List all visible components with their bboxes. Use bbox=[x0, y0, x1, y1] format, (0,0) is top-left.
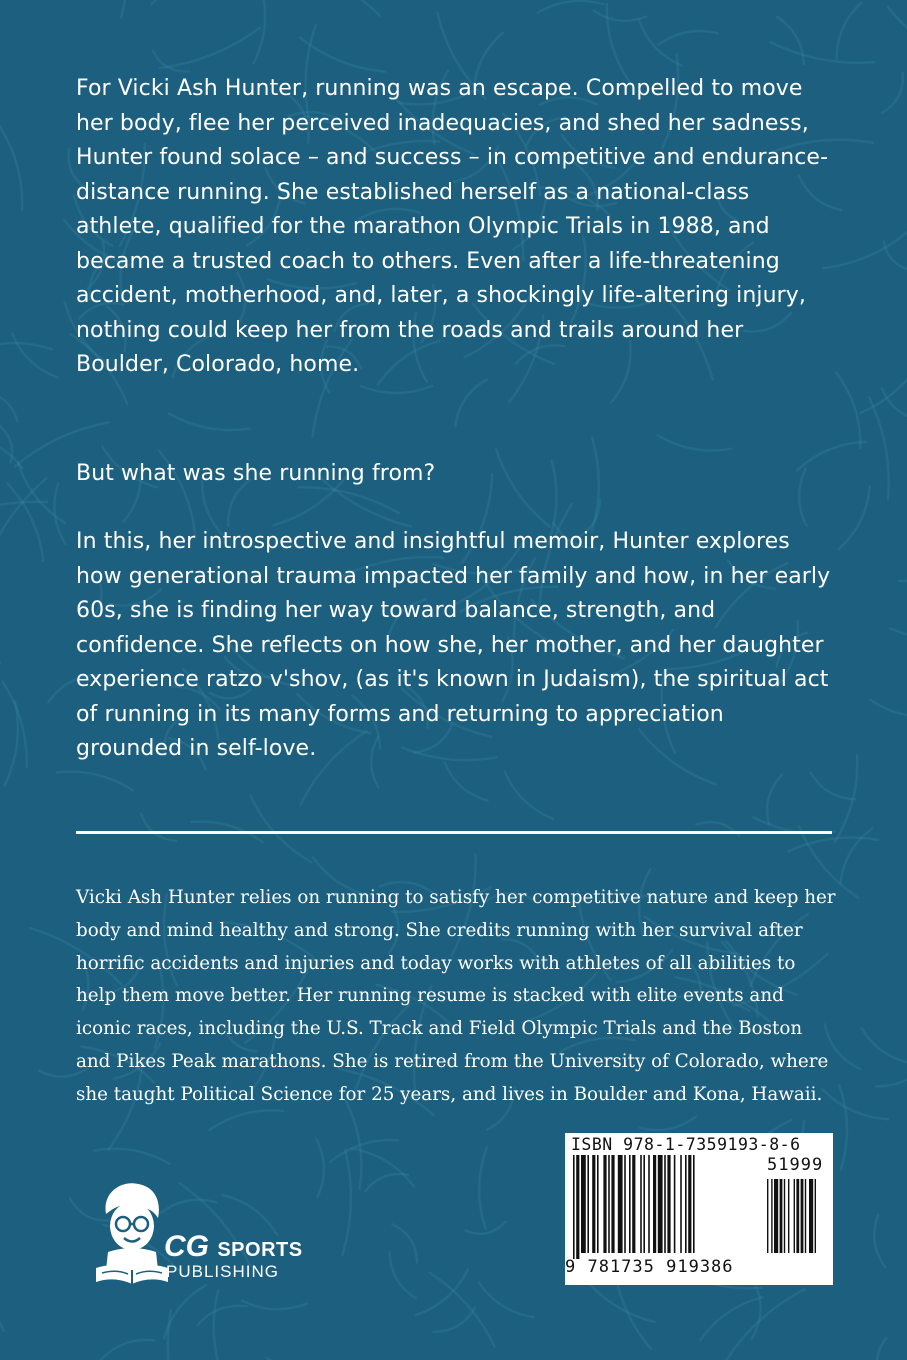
price-code: 51999 bbox=[767, 1155, 824, 1175]
publisher-initials: CG bbox=[164, 1230, 209, 1263]
blurb-paragraph-1: For Vicki Ash Hunter, running was an escape. Compelled to move her body, flee her perceived inadequacies, and shed her sadness, Hunter found solace – and success – in competitive and endurance-distance running. She established herself as a national-class athlete, qualified for the marathon Olympic Trials in 1988, and became a trusted coach to others. Even after a life-threatening accident, motherhood, and, later, a shockingly life-altering injury, nothing could keep her from the roads and trails around her Boulder, Colorado, home. bbox=[76, 76, 829, 377]
publisher-subtitle: PUBLISHING bbox=[166, 1262, 279, 1281]
publisher-name bbox=[164, 1232, 303, 1265]
publisher-word: SPORTS bbox=[217, 1239, 303, 1261]
section-divider bbox=[76, 831, 832, 834]
isbn-barcode bbox=[565, 1133, 833, 1285]
blurb-paragraph-2: But what was she running from? bbox=[76, 461, 436, 486]
reader-mascot-icon bbox=[92, 1178, 172, 1288]
author-bio: Vicki Ash Hunter relies on running to satisfy her competitive nature and keep her body and mind healthy and strong. She credits running with her survival after horrific accidents and injuries and today works with athletes of all abilities to help them move better. Her running resume is stacked with elite events and iconic races, including the U.S. Track and Field Olympic Trials and the Boston and Pikes Peak marathons. She is retired from the University of Colorado, where she taught Political Science for 25 years, and lives in Boulder and Kona, Hawaii. bbox=[76, 887, 836, 1105]
publisher-logo bbox=[92, 1178, 312, 1288]
isbn-label: ISBN 978-1-7359193-8-6 bbox=[571, 1135, 801, 1154]
barcode-number: 9 781735 919386 bbox=[565, 1257, 734, 1277]
blurb-paragraph-3: In this, her introspective and insightful memoir, Hunter explores how generational trauma impacted her family and how, in her early 60s, she is finding her way toward balance, strength, and confidence. She reflects on how she, her mother, and her daughter experience ratzo v'shov, (as it's known in Judaism), the spiritual act of running in its many forms and returning to appreciation grounded in self-love. bbox=[76, 529, 831, 761]
